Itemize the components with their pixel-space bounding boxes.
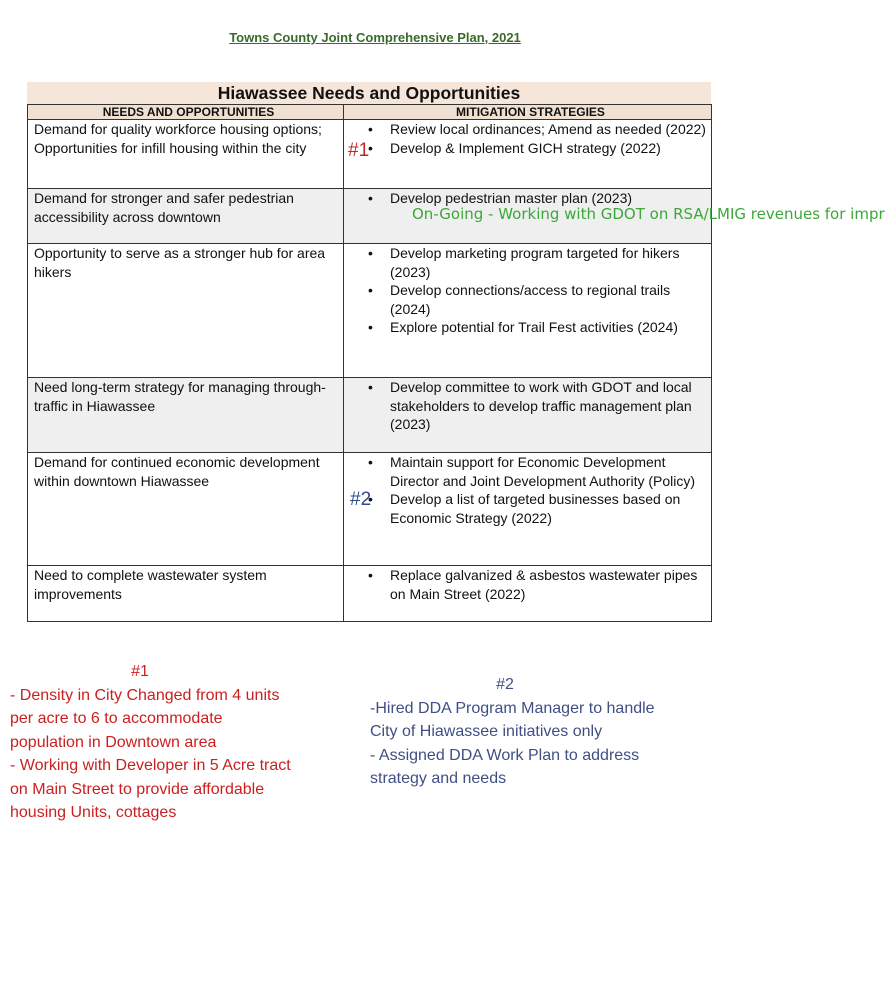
note-line: - Density in City Changed from 4 units per acre to 6 to accommodate population in Downtown area: [10, 686, 280, 751]
document-header: [0, 30, 750, 45]
need-cell: Demand for stronger and safer pedestrian accessibility across downtown: [28, 189, 344, 244]
strategy-cell: [344, 453, 712, 566]
note-line: - Working with Developer in 5 Acre tract on Main Street to provide affordable housing Units, cottages: [10, 757, 291, 821]
strategy-cell: [344, 244, 712, 378]
strategy-item: • Develop connections/access to regional trails (2024): [350, 281, 711, 318]
annotation-mark-1: #1: [348, 140, 370, 161]
table-header-row: [28, 105, 712, 120]
table-row: [28, 453, 712, 566]
need-cell: Demand for continued economic development within downtown Hiawassee: [28, 453, 344, 566]
strategy-cell: [344, 189, 885, 244]
note-line: -Hired DDA Program Manager to handle City of Hiawassee initiatives only: [370, 699, 655, 740]
need-cell: Opportunity to serve as a stronger hub for area hikers: [28, 244, 344, 378]
annotation-note-2: [370, 673, 670, 791]
strategy-cell: [344, 378, 712, 453]
needs-table: [27, 104, 885, 622]
column-header-strategies: MITIGATION STRATEGIES: [344, 105, 712, 120]
strategy-item: • Develop a list of targeted businesses based on Economic Strategy (2022): [350, 490, 711, 527]
note-heading: #2: [496, 676, 514, 693]
table-row: [28, 120, 712, 189]
table-title: Hiawassee Needs and Opportunities: [27, 82, 711, 104]
note-heading: #1: [131, 663, 149, 680]
strategy-item: • Maintain support for Economic Development Director and Joint Development Authority (Policy): [350, 453, 711, 490]
strategy-item: • Develop committee to work with GDOT and local stakeholders to develop traffic management plan (2023): [350, 378, 711, 434]
strategy-item: • Develop marketing program targeted for hikers (2023): [350, 244, 711, 281]
need-cell: Need long-term strategy for managing through-traffic in Hiawassee: [28, 378, 344, 453]
need-cell: Need to complete wastewater system improvements: [28, 566, 344, 622]
need-cell: Demand for quality workforce housing options; Opportunities for infill housing within the city: [28, 120, 344, 189]
table-row: [28, 566, 712, 622]
note-line: - Assigned DDA Work Plan to address strategy and needs: [370, 746, 640, 787]
table-row: [28, 189, 712, 244]
strategy-item: • Develop pedestrian master plan (2023): [350, 189, 711, 208]
column-header-needs: NEEDS AND OPPORTUNITIES: [28, 105, 344, 120]
table-row: [28, 378, 712, 453]
header-text: Towns County Joint Comprehensive Plan, 2021: [229, 30, 521, 45]
strategy-item: • Review local ordinances; Amend as needed (2022): [350, 120, 711, 139]
table-row: [28, 244, 712, 378]
annotation-mark-2: #2: [350, 489, 372, 510]
needs-table-block: [27, 82, 885, 622]
annotation-note-1: [10, 660, 300, 825]
strategy-item: • Develop & Implement GICH strategy (2022): [350, 139, 711, 158]
strategy-item: • Replace galvanized & asbestos wastewater pipes on Main Street (2022): [350, 566, 711, 603]
strategy-cell: [344, 566, 712, 622]
strategy-cell: [344, 120, 712, 189]
strategy-item: • Explore potential for Trail Fest activities (2024): [350, 318, 711, 337]
ongoing-annotation: On-Going - Working with GDOT on RSA/LMIG revenues for impr: [412, 205, 885, 223]
